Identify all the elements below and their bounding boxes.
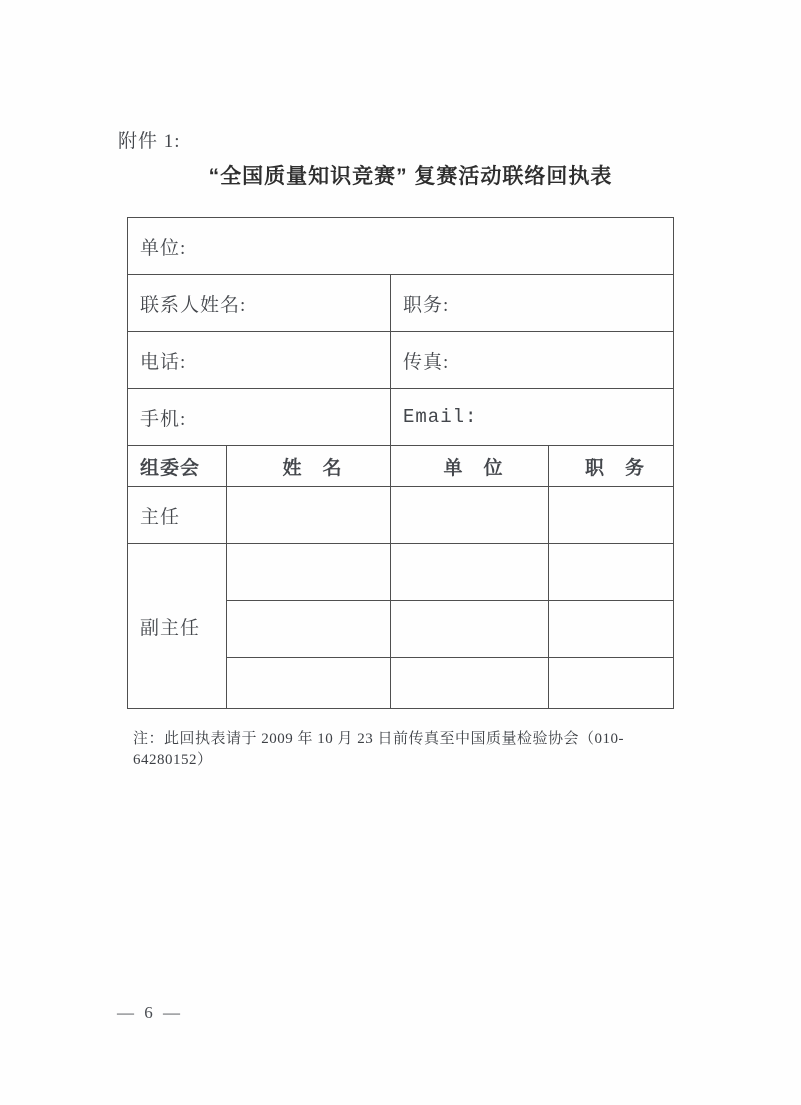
- footnote: 注：此回执表请于 2009 年 10 月 23 日前传真至中国质量检验协会（010-64280152）: [133, 731, 624, 768]
- table-cell-empty: [227, 544, 391, 601]
- field-unit-label: 单位:: [128, 218, 674, 275]
- row-mobile-email: [128, 389, 674, 446]
- table-cell-empty: [391, 601, 549, 658]
- table-cell-empty: [391, 658, 549, 709]
- committee-header-row: [128, 446, 674, 487]
- row-label-director: 主任: [128, 487, 227, 544]
- field-fax-label: 传真:: [391, 332, 674, 389]
- field-mobile-label: 手机:: [128, 389, 391, 446]
- table-cell-empty: [549, 487, 674, 544]
- table-cell-empty: [549, 601, 674, 658]
- row-contact: [128, 275, 674, 332]
- table-cell-empty: [391, 544, 549, 601]
- page-number: — 6 —: [117, 1003, 183, 1022]
- row-director: [128, 487, 674, 544]
- field-email-label: Email:: [391, 389, 674, 446]
- table-cell-empty: [227, 658, 391, 709]
- field-position-label: 职务:: [391, 275, 674, 332]
- reply-form-table: [127, 217, 674, 709]
- row-label-deputy-director: 副主任: [128, 544, 227, 709]
- col-header-unit: 单 位: [391, 446, 549, 487]
- col-header-position: 职 务: [549, 446, 674, 487]
- row-deputy-1: [128, 544, 674, 601]
- col-header-committee: 组委会: [128, 446, 227, 487]
- table-cell-empty: [549, 544, 674, 601]
- form-title: “全国质量知识竞赛” 复赛活动联络回执表: [208, 165, 613, 188]
- col-header-name: 姓 名: [227, 446, 391, 487]
- table-cell-empty: [391, 487, 549, 544]
- table-cell-empty: [549, 658, 674, 709]
- table-cell-empty: [227, 601, 391, 658]
- row-unit: [128, 218, 674, 275]
- table-cell-empty: [227, 487, 391, 544]
- row-phone-fax: [128, 332, 674, 389]
- attachment-label: 附件 1:: [118, 131, 181, 152]
- field-phone-label: 电话:: [128, 332, 391, 389]
- field-contact-name-label: 联系人姓名:: [128, 275, 391, 332]
